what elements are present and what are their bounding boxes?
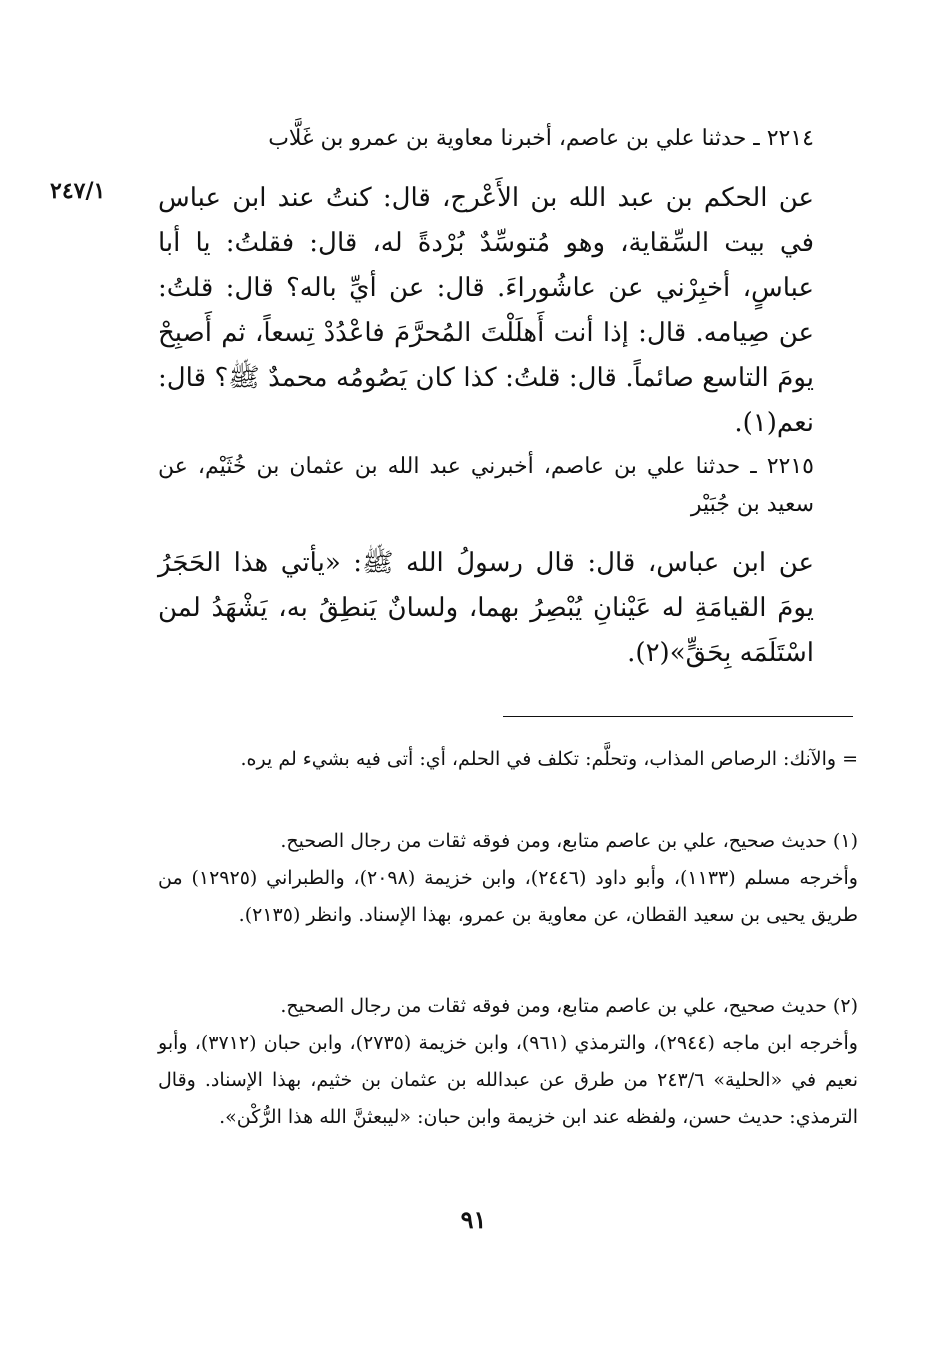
volume-page-reference: ٢٤٧/١: [50, 178, 106, 204]
footnote-separator: [503, 716, 853, 717]
hadith-2214-matn: عن الحكم بن عبد الله بن الأَعْرج، قال: كنتُ عند ابن عباس في بيت السِّقاية، وهو مُتوسِّدٌ بُرْدةً له، قال: فقلتُ: يا أبا عباسٍ، أخبِرْني عن عاشُوراءَ. قال: عن أيِّ باله؟ قال: قلتُ: عن صِيامه. قال: إذا أنت أَهلَلْتَ المُحرَّمَ فاعْدُدْ تِسعاً، ثم أَصبِحْ يومَ التاسع صائماً. قال: قلتُ: كذا كان يَصُومُه محمدٌ ﷺ؟ قال: نعم(١).: [158, 183, 814, 438]
footnote-2-takhrij: وأخرجه ابن ماجه (٢٩٤٤)، والترمذي (٩٦١)، وابن خزيمة (٢٧٣٥)، وابن حبان (٣٧١٢)، وأبو نعيم في «الحلية» ٢٤٣/٦ من طرق عن عبدالله بن عثمان بن خثيم، بهذا الإسناد. وقال الترمذي: حديث حسن، ولفظه عند ابن خزيمة وابن حبان: «ليبعثنَّ الله هذا الرُّكْن».: [158, 1032, 858, 1128]
hadith-2215-matn: عن ابن عباس، قال: قال رسولُ الله ﷺ: «يأتي هذا الحَجَرُ يومَ القيامَةِ له عَيْنانِ يُبْصِرُ بهما، ولسانٌ يَنطِقُ به، يَشْهَدُ لمن اسْتَلَمَه بِحَقٍّ»(٢).: [158, 548, 814, 668]
hadith-2214-isnad: ٢٢١٤ ـ حدثنا علي بن عاصم، أخبرنا معاوية بن عمرو بن غَلَّاب: [268, 126, 814, 151]
footnote-continued: [158, 741, 858, 778]
footnote-2: [158, 988, 858, 1136]
footnote-1-takhrij: وأخرجه مسلم (١١٣٣)، وأبو داود (٢٤٤٦)، وابن خزيمة (٢٠٩٨)، والطبراني (١٢٩٢٥) من طريق يحيى بن سعيد القطان، عن معاوية بن عمرو، بهذا الإسناد. وانظر (٢١٣٥).: [158, 867, 858, 926]
footnote-continued-text: = والآنك: الرصاص المذاب، وتحلَّم: تكلف في الحلم، أي: أتى فيه بشيء لم يره.: [240, 748, 858, 770]
hadith-2215-isnad: ٢٢١٥ ـ حدثنا علي بن عاصم، أخبرني عبد الله بن عثمان بن خُثَيْم، عن سعيد بن جُبَيْر: [158, 454, 814, 517]
footnote-2-grading: (٢) حديث صحيح، علي بن عاصم متابع، ومن فوقه ثقات من رجال الصحيح.: [280, 995, 858, 1017]
footnote-1: [158, 823, 858, 934]
footnote-1-grading: (١) حديث صحيح، علي بن عاصم متابع، ومن فوقه ثقات من رجال الصحيح.: [280, 830, 858, 852]
page-number: ٩١: [460, 1205, 487, 1234]
